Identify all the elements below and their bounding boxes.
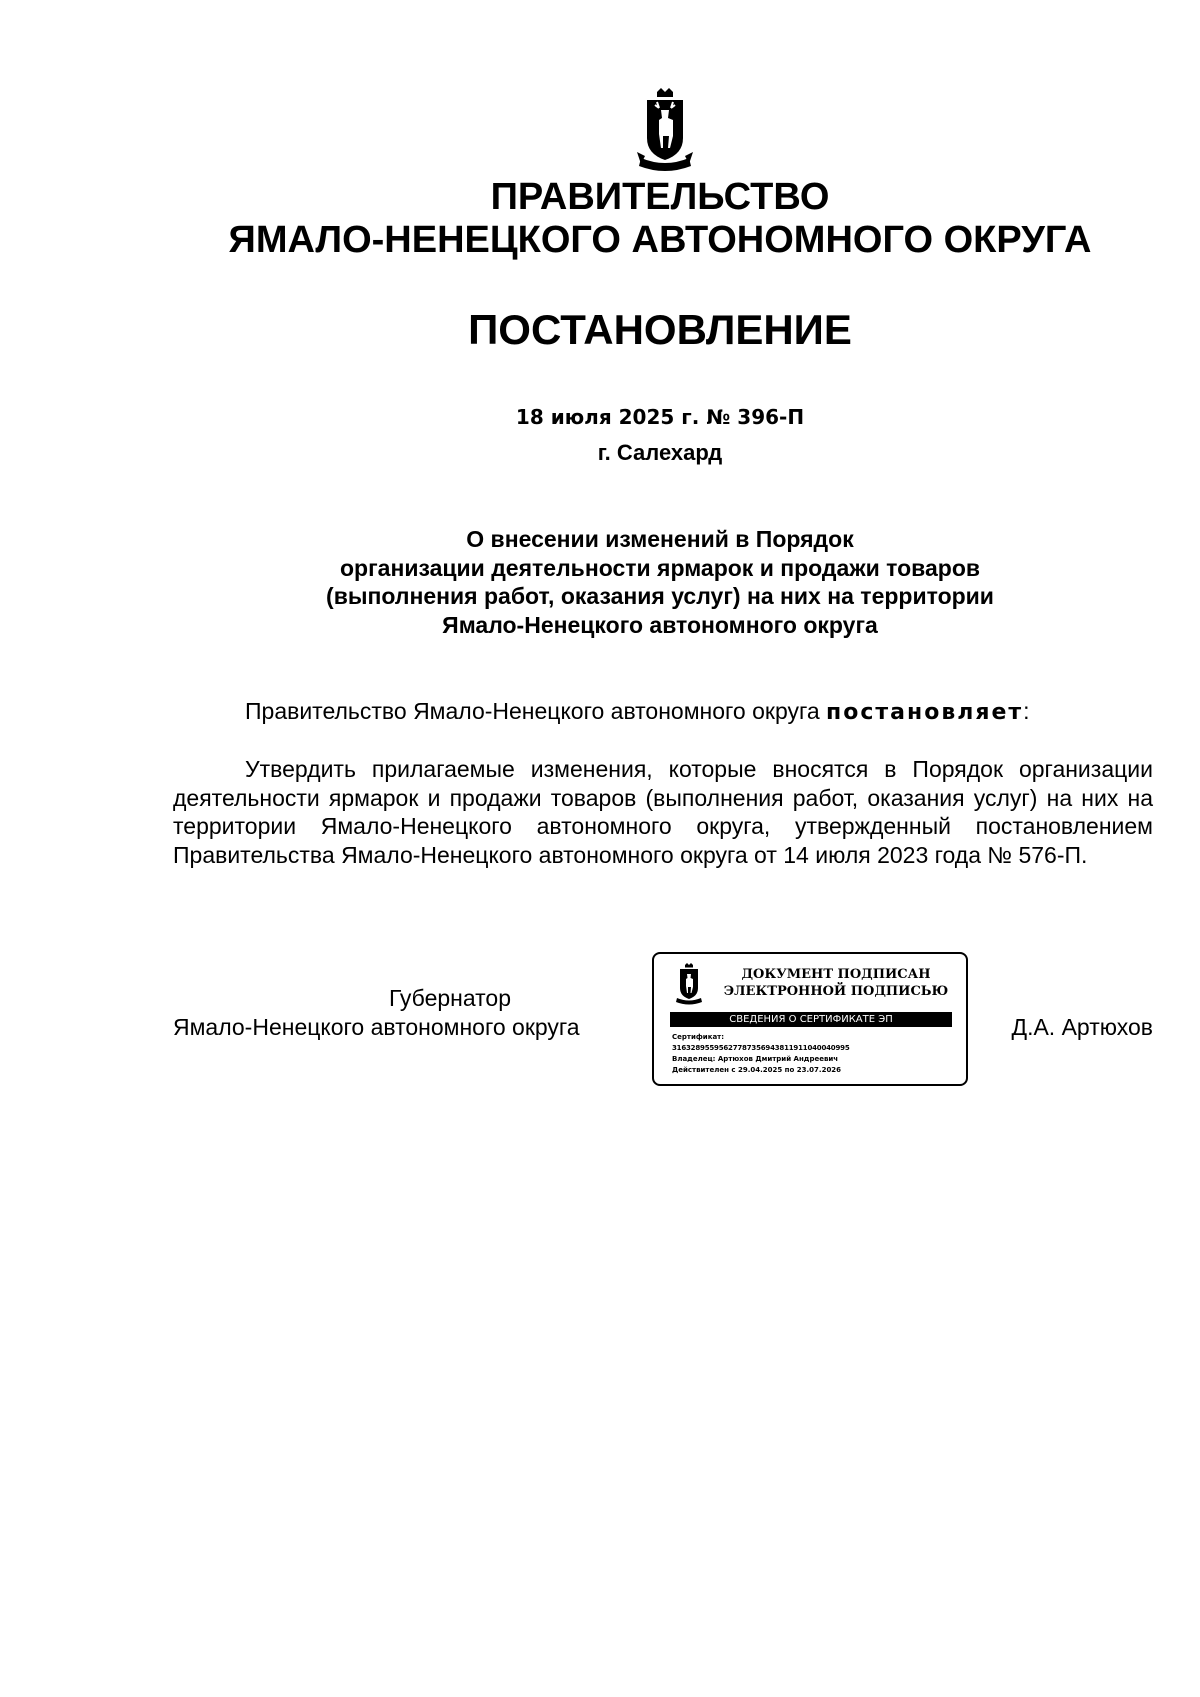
stamp-title: ДОКУМЕНТ ПОДПИСАН bbox=[741, 967, 931, 982]
subject-line: О внесении изменений в Порядок bbox=[466, 526, 854, 552]
coat-of-arms-icon bbox=[674, 962, 704, 1006]
subject-line: организации деятельности ярмарок и продажи товаров bbox=[339, 554, 981, 581]
resolution-text: Утвердить прилагаемые изменения, которые вносятся в Порядок организации деятельности ярмарок и продажи товаров (выполнения работ, оказания услуг) на них на территории Ямало-Ненецкого автономного округа, утвержденный постановлением Правительства Ямало-Ненецкого автономного округа от 14 июля 2023 года № 576-П. bbox=[173, 756, 1153, 868]
government-title: ПРАВИТЕЛЬСТВО bbox=[490, 176, 830, 218]
stamp-certificate-label: Сертификат: bbox=[672, 1033, 725, 1041]
stamp-certificate-number: 31632895595627787356943811911040040995 bbox=[672, 1044, 850, 1052]
preamble-text: Правительство Ямало-Ненецкого автономного округа bbox=[245, 698, 827, 724]
signer-position: Губернатор bbox=[388, 985, 512, 1011]
resolution-preamble bbox=[173, 697, 1153, 728]
stamp-certificate-bar: СВЕДЕНИЯ О СЕРТИФИКАТЕ ЭП bbox=[670, 1012, 952, 1027]
subject-line: Ямало-Ненецкого автономного округа bbox=[442, 611, 878, 638]
document-subject bbox=[0, 525, 1200, 639]
stamp-subtitle: ЭЛЕКТРОННОЙ ПОДПИСЬЮ bbox=[723, 984, 949, 999]
signer-name: Д.А. Артюхов bbox=[1011, 1014, 1153, 1040]
preamble-colon: : bbox=[1023, 698, 1030, 724]
subject-line: (выполнения работ, оказания услуг) на них на территории bbox=[326, 583, 994, 609]
signer-region: Ямало-Ненецкого автономного округа bbox=[173, 1014, 580, 1040]
government-region-title: ЯМАЛО-НЕНЕЦКОГО АВТОНОМНОГО ОКРУГА bbox=[228, 219, 1092, 261]
document-city: г. Салехард bbox=[597, 440, 723, 465]
electronic-signature-stamp bbox=[652, 952, 968, 1086]
coat-of-arms-icon bbox=[635, 86, 695, 174]
document-type: ПОСТАНОВЛЕНИЕ bbox=[468, 306, 852, 353]
stamp-owner: Владелец: Артюхов Дмитрий Андреевич bbox=[672, 1055, 839, 1063]
preamble-verb: постановляет bbox=[826, 700, 1024, 725]
document-date-number: 18 июля 2025 г. № 396-П bbox=[515, 405, 805, 429]
stamp-validity: Действителен с 29.04.2025 по 23.07.2026 bbox=[672, 1066, 842, 1074]
